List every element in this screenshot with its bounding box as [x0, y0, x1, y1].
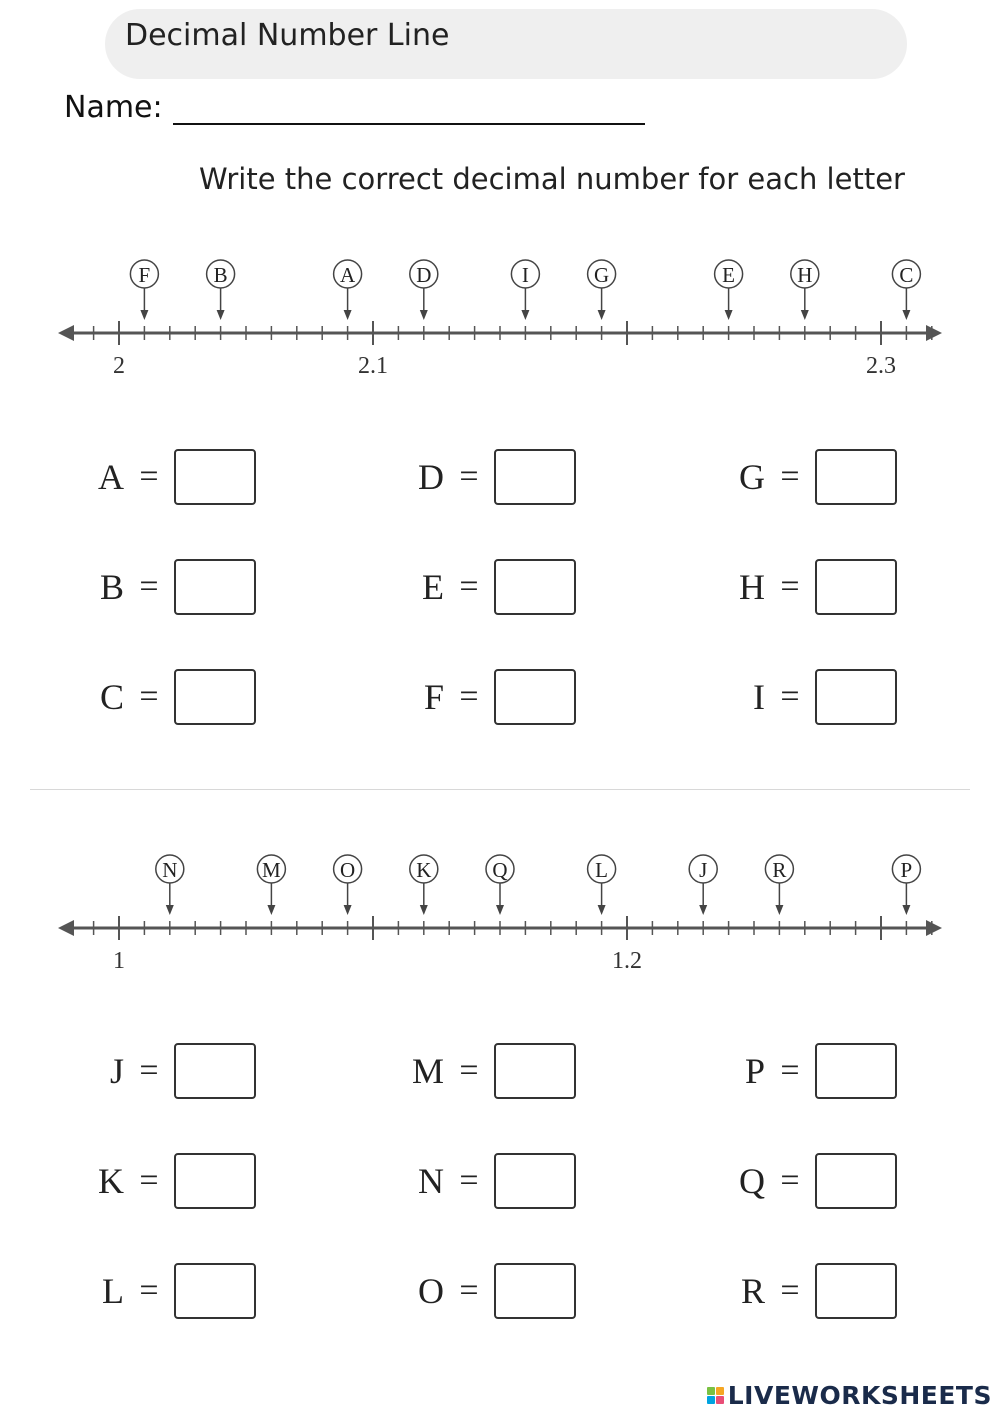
- marker-j: [689, 855, 717, 915]
- answer-p: [705, 1041, 897, 1101]
- answer-letter: K: [98, 1161, 124, 1201]
- tick-label: 1: [113, 948, 125, 974]
- equals-sign: =: [139, 1162, 159, 1199]
- arrow-down-icon: [521, 310, 529, 320]
- marker-m: [257, 855, 285, 915]
- marker-e: [715, 260, 743, 320]
- answer-r: [705, 1261, 897, 1321]
- watermark-text: LIVEWORKSHEETS: [727, 1381, 992, 1410]
- name-input-line[interactable]: [173, 93, 645, 125]
- marker-letter: D: [416, 263, 432, 287]
- arrow-left-icon: [58, 920, 74, 936]
- answer-letter: B: [99, 567, 124, 607]
- page-title: Decimal Number Line: [125, 18, 450, 53]
- equals-sign: =: [139, 1272, 159, 1309]
- answer-box-k[interactable]: [174, 1153, 256, 1209]
- arrow-right-icon: [926, 325, 942, 341]
- answer-q: [705, 1151, 897, 1211]
- answer-box-q[interactable]: [815, 1153, 897, 1209]
- liveworksheets-logo-icon: [707, 1387, 724, 1404]
- equals-sign: =: [459, 1052, 479, 1089]
- marker-k: [410, 855, 438, 915]
- logo-square-3: [707, 1396, 715, 1404]
- marker-letter: A: [340, 263, 356, 287]
- tick-label: 1.2: [612, 948, 642, 974]
- marker-letter: Q: [492, 858, 508, 882]
- marker-p: [892, 855, 920, 915]
- equals-sign: =: [459, 458, 479, 495]
- equals-sign: =: [139, 678, 159, 715]
- logo-square-2: [716, 1387, 724, 1395]
- number-line-2: [0, 840, 1000, 990]
- answer-letter: E: [422, 567, 444, 607]
- marker-letter: N: [162, 858, 178, 882]
- answer-box-m[interactable]: [494, 1043, 576, 1099]
- marker-i: [511, 260, 539, 320]
- answer-box-j[interactable]: [174, 1043, 256, 1099]
- marker-letter: K: [416, 858, 432, 882]
- answer-box-b[interactable]: [174, 559, 256, 615]
- arrow-down-icon: [267, 905, 275, 915]
- equals-sign: =: [139, 1052, 159, 1089]
- marker-letter: J: [699, 858, 708, 882]
- answer-j: [64, 1041, 256, 1101]
- equals-sign: =: [459, 568, 479, 605]
- answer-i: [705, 667, 897, 727]
- arrow-down-icon: [420, 310, 428, 320]
- arrow-down-icon: [217, 310, 225, 320]
- marker-c: [892, 260, 920, 320]
- marker-letter: B: [213, 263, 228, 287]
- answer-f: [384, 667, 576, 727]
- number-line-1: [0, 245, 1000, 395]
- marker-letter: E: [722, 263, 736, 287]
- answer-box-a[interactable]: [174, 449, 256, 505]
- arrow-down-icon: [166, 905, 174, 915]
- answer-g: [705, 447, 897, 507]
- liveworksheets-watermark: [707, 1381, 992, 1410]
- marker-f: [130, 260, 158, 320]
- arrow-down-icon: [598, 905, 606, 915]
- answer-box-g[interactable]: [815, 449, 897, 505]
- equals-sign: =: [780, 1272, 800, 1309]
- answer-letter: Q: [739, 1161, 765, 1201]
- marker-letter: H: [797, 263, 813, 287]
- answer-letter: H: [739, 567, 765, 607]
- equals-sign: =: [780, 1162, 800, 1199]
- answer-o: [384, 1261, 576, 1321]
- answer-box-p[interactable]: [815, 1043, 897, 1099]
- marker-letter: M: [262, 858, 281, 882]
- name-label: Name:: [64, 90, 163, 125]
- arrow-down-icon: [902, 310, 910, 320]
- answer-letter: N: [418, 1161, 444, 1201]
- arrow-down-icon: [140, 310, 148, 320]
- marker-l: [588, 855, 616, 915]
- marker-r: [765, 855, 793, 915]
- answer-box-f[interactable]: [494, 669, 576, 725]
- marker-h: [791, 260, 819, 320]
- arrow-down-icon: [496, 905, 504, 915]
- answer-box-e[interactable]: [494, 559, 576, 615]
- arrow-down-icon: [420, 905, 428, 915]
- marker-letter: F: [138, 263, 151, 287]
- answer-box-h[interactable]: [815, 559, 897, 615]
- tick-label: 2: [113, 353, 125, 379]
- marker-g: [588, 260, 616, 320]
- answer-letter: G: [739, 457, 765, 497]
- equals-sign: =: [459, 1272, 479, 1309]
- answer-letter: F: [423, 677, 444, 717]
- equals-sign: =: [780, 1052, 800, 1089]
- answer-a: [64, 447, 256, 507]
- answer-letter: J: [109, 1051, 124, 1091]
- arrow-down-icon: [344, 310, 352, 320]
- answer-letter: R: [740, 1271, 765, 1311]
- answer-box-o[interactable]: [494, 1263, 576, 1319]
- arrow-down-icon: [801, 310, 809, 320]
- marker-letter: L: [595, 858, 609, 882]
- marker-o: [334, 855, 362, 915]
- answer-letter: L: [102, 1271, 124, 1311]
- answer-h: [705, 557, 897, 617]
- answer-k: [64, 1151, 256, 1211]
- marker-letter: C: [899, 263, 914, 287]
- answer-letter: D: [418, 457, 444, 497]
- arrow-down-icon: [699, 905, 707, 915]
- answer-letter: A: [98, 457, 124, 497]
- arrow-down-icon: [902, 905, 910, 915]
- answer-box-n[interactable]: [494, 1153, 576, 1209]
- instructions: Write the correct decimal number for each letter: [199, 162, 905, 196]
- arrow-left-icon: [58, 325, 74, 341]
- equals-sign: =: [459, 1162, 479, 1199]
- tick-label: 2.1: [358, 353, 388, 379]
- answer-m: [384, 1041, 576, 1101]
- marker-a: [334, 260, 362, 320]
- answer-b: [64, 557, 256, 617]
- answer-d: [384, 447, 576, 507]
- answer-box-i[interactable]: [815, 669, 897, 725]
- answer-e: [384, 557, 576, 617]
- answer-letter: M: [411, 1051, 444, 1091]
- equals-sign: =: [459, 678, 479, 715]
- arrow-down-icon: [725, 310, 733, 320]
- section-divider: [30, 789, 970, 790]
- arrow-down-icon: [598, 310, 606, 320]
- tick-label: 2.3: [866, 353, 896, 379]
- answer-n: [384, 1151, 576, 1211]
- equals-sign: =: [139, 458, 159, 495]
- equals-sign: =: [780, 678, 800, 715]
- arrow-down-icon: [344, 905, 352, 915]
- marker-n: [156, 855, 184, 915]
- marker-letter: I: [521, 263, 529, 287]
- answer-letter: P: [744, 1051, 765, 1091]
- name-row: [64, 90, 645, 125]
- marker-b: [207, 260, 235, 320]
- marker-letter: P: [900, 858, 913, 882]
- marker-letter: O: [340, 858, 356, 882]
- equals-sign: =: [780, 458, 800, 495]
- equals-sign: =: [780, 568, 800, 605]
- marker-letter: G: [594, 263, 610, 287]
- equals-sign: =: [139, 568, 159, 605]
- marker-letter: R: [772, 858, 787, 882]
- marker-q: [486, 855, 514, 915]
- arrow-right-icon: [926, 920, 942, 936]
- answer-box-r[interactable]: [815, 1263, 897, 1319]
- answer-l: [64, 1261, 256, 1321]
- logo-square-4: [716, 1396, 724, 1404]
- answer-letter: C: [99, 677, 124, 717]
- answer-c: [64, 667, 256, 727]
- answer-letter: I: [753, 677, 765, 717]
- logo-square-1: [707, 1387, 715, 1395]
- answer-letter: O: [418, 1271, 444, 1311]
- answer-box-c[interactable]: [174, 669, 256, 725]
- arrow-down-icon: [775, 905, 783, 915]
- marker-d: [410, 260, 438, 320]
- answer-box-l[interactable]: [174, 1263, 256, 1319]
- answer-box-d[interactable]: [494, 449, 576, 505]
